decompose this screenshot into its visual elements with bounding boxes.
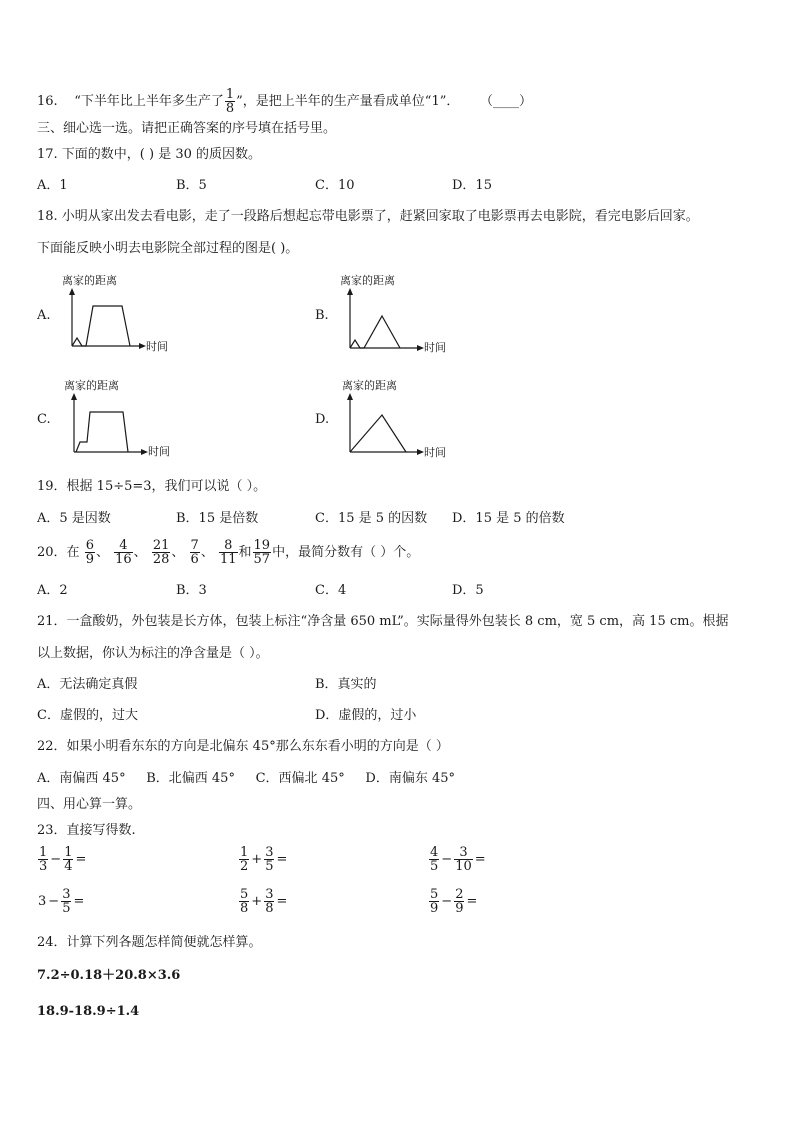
q20-option-b[interactable]: B．3 (176, 583, 207, 598)
question-17-stem: 17. 下面的数中，( ) 是 30 的质因数。 (37, 147, 262, 162)
q24-expression-1: 7.2÷0.18＋20.8×3.6 (37, 968, 181, 983)
q17-option-b[interactable]: B．5 (176, 178, 207, 193)
q20-suffix: 中，最简分数有（ ）个。 (272, 545, 420, 560)
q17-option-d[interactable]: D．15 (452, 178, 492, 193)
graph-d-line (350, 415, 406, 452)
q24-expression-2: 18.9-18.9÷1.4 (37, 1004, 140, 1019)
q20-option-a[interactable]: A．2 (37, 583, 68, 598)
q20-fraction-4: $\frac{7}{6}$ (190, 538, 199, 567)
question-16 (37, 88, 532, 115)
q20-fraction-1: $\frac{6}{9}$ (85, 538, 94, 567)
q17-option-a[interactable]: A．1 (37, 178, 68, 193)
q20-separator: 、 (171, 545, 185, 560)
q16-text-b: ”，是把上半年的生产量看成单位“1”． (236, 94, 460, 109)
graph-c-xlabel: 时间 (148, 445, 170, 458)
q23-item-5: $\frac{5}{8}$ + $\frac{3}{8}$ = (240, 887, 288, 916)
graph-a-line (72, 306, 130, 346)
q23-item-6: $\frac{5}{9}$ − $\frac{2}{9}$ = (430, 887, 478, 916)
q16-answer-blank[interactable]: （____） (480, 94, 533, 109)
q19-option-b[interactable]: B．15 是倍数 (176, 511, 259, 526)
section-3-heading: 三、细心选一选。请把正确答案的序号填在括号里。 (37, 121, 337, 136)
graph-a (60, 270, 190, 364)
q23-item-3: $\frac{4}{5}$ − $\frac{3}{10}$ = (430, 845, 486, 874)
graph-d-xlabel: 时间 (424, 446, 446, 459)
q20-fraction-2: $\frac{4}{16}$ (115, 538, 132, 567)
q20-prefix: 20．在 (37, 545, 80, 560)
q22-options[interactable]: A．南偏西 45° B．北偏西 45° C．西偏北 45° D．南偏东 45° (37, 771, 455, 786)
q17-option-c[interactable]: C．10 (315, 178, 355, 193)
q21-option-b[interactable]: B．真实的 (315, 677, 377, 692)
q20-and: 和 (238, 545, 252, 560)
q20-option-c[interactable]: C．4 (315, 583, 347, 598)
graph-b-xlabel: 时间 (424, 341, 446, 354)
graph-c-label[interactable]: C. (37, 412, 51, 427)
q21-option-a[interactable]: A．无法确定真假 (37, 677, 138, 692)
question-19-stem: 19．根据 15÷5=3，我们可以说（ ）。 (37, 479, 267, 494)
frac-numerator: 1 (225, 87, 235, 102)
q19-option-a[interactable]: A．5 是因数 (37, 511, 111, 526)
q16-fraction (225, 88, 235, 115)
graph-a-xlabel: 时间 (146, 340, 168, 353)
graph-b (338, 270, 468, 364)
graph-a-ylabel: 离家的距离 (62, 274, 117, 287)
q21-option-d[interactable]: D．虚假的，过小 (315, 708, 417, 723)
graph-a-label[interactable]: A. (37, 308, 51, 323)
graph-b-label[interactable]: B. (315, 308, 329, 323)
q20-fraction-5: $\frac{8}{11}$ (219, 538, 237, 567)
graph-d-label[interactable]: D. (315, 412, 330, 427)
section-4-heading: 四、用心算一算。 (37, 797, 142, 812)
q20-separator: 、 (95, 545, 109, 560)
q20-fraction-3: $\frac{21}{28}$ (152, 538, 170, 567)
question-20-stem (37, 538, 419, 568)
question-21-stem-2: 以上数据，你认为标注的净含量是（ ）。 (37, 646, 269, 661)
q23-item-2: $\frac{1}{2}$ + $\frac{3}{5}$ = (240, 845, 288, 874)
q20-option-d[interactable]: D．5 (452, 583, 484, 598)
graph-c (60, 375, 190, 469)
q19-option-c[interactable]: C．15 是 5 的因数 (315, 511, 428, 526)
q20-separator: 、 (200, 545, 214, 560)
question-18-stem-2: 下面能反映小明去电影院全部过程的图是( )。 (37, 241, 299, 256)
question-21-stem-1: 21．一盒酸奶，外包装是长方体，包装上标注“净含量 650 mL”。实际量得外包装长 8 cm，宽 5 cm，高 15 cm。根据 (37, 614, 729, 629)
q19-option-d[interactable]: D．15 是 5 的倍数 (452, 511, 565, 526)
q16-text-a: “下半年比上半年多生产了 (74, 94, 224, 109)
q16-number: 16. (37, 94, 58, 109)
q20-fraction-6: $\frac{19}{57}$ (253, 538, 271, 567)
question-22-stem: 22．如果小明看东东的方向是北偏东 45°那么东东看小明的方向是（ ） (37, 739, 449, 754)
graph-b-ylabel: 离家的距离 (340, 274, 395, 287)
graph-c-line (76, 412, 128, 452)
question-23-stem: 23．直接写得数. (37, 823, 136, 838)
q23-item-1: $\frac{1}{3}$ − $\frac{1}{4}$ = (39, 845, 87, 874)
graph-d (338, 375, 468, 469)
frac-denominator: 8 (225, 101, 235, 116)
q21-option-c[interactable]: C．虚假的，过大 (37, 708, 138, 723)
q20-separator: 、 (133, 545, 147, 560)
graph-c-ylabel: 离家的距离 (64, 379, 119, 392)
graph-d-ylabel: 离家的距离 (342, 379, 397, 392)
question-24-stem: 24．计算下列各题怎样简便就怎样算。 (37, 935, 262, 950)
q23-item-4: 3 − $\frac{3}{5}$ = (38, 887, 85, 916)
question-18-stem-1: 18. 小明从家出发去看电影，走了一段路后想起忘带电影票了，赶紧回家取了电影票再去电影院，看完电影后回家。 (37, 209, 699, 224)
graph-b-line (350, 316, 400, 348)
